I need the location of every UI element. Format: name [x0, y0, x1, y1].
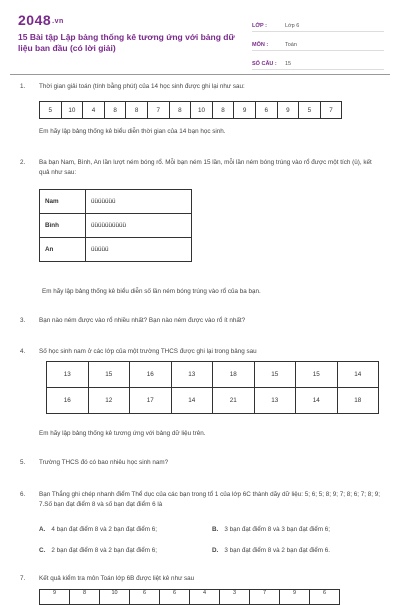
q7-data-table	[39, 589, 340, 605]
question-3	[20, 316, 382, 326]
table-cell: 15	[296, 362, 338, 388]
question-text: Trường THCS đó có bao nhiêu học sinh nam?	[39, 459, 169, 466]
table-row	[40, 190, 192, 214]
table-cell: 14	[337, 362, 379, 388]
meta-value: 15	[285, 61, 292, 67]
question-7	[20, 574, 382, 584]
table-cell: 6	[130, 590, 160, 605]
header-divider	[10, 74, 390, 75]
table-cell: 6	[160, 590, 190, 605]
question-number: 7.	[20, 575, 26, 582]
question-text: Bạn Thắng ghi chép nhanh điểm Thể dục của các bạn trong tổ 1 của lớp 6C thành dãy dữ liệu: 5; 6; 5; 8; 9; 7; 8; 6; 7; 8; 9; 7.Số bạn đạt điểm 8 và số bạn đạt điểm 6 là	[39, 491, 381, 508]
table-cell: 8	[70, 590, 100, 605]
option-letter: B.	[212, 526, 219, 533]
q2-results-table	[39, 189, 192, 262]
table-cell: 16	[47, 388, 89, 414]
option-b[interactable]	[212, 526, 330, 533]
table-cell: 3	[220, 590, 250, 605]
option-text: 3 bạn đạt điểm 8 và 2 bạn đạt điểm 6.	[224, 547, 331, 554]
question-text: Kết quả kiểm tra môn Toán lớp 6B được liệt kê như sau	[39, 575, 195, 582]
meta-value: Lớp 6	[285, 23, 300, 29]
table-cell: 7	[147, 102, 169, 119]
meta-key: LỚP :	[252, 23, 267, 29]
table-cell: 17	[130, 388, 172, 414]
meta-value: Toán	[285, 42, 297, 48]
table-cell: 16	[130, 362, 172, 388]
table-cell: 8	[212, 102, 234, 119]
table-row	[40, 590, 340, 605]
meta-row-class	[252, 14, 384, 32]
table-row	[40, 238, 192, 262]
question-text: Thời gian giải toán (tính bằng phút) của 14 học sinh được ghi lại như sau:	[39, 83, 245, 90]
table-cell: 10	[191, 102, 213, 119]
question-text: Bạn nào ném được vào rổ nhiều nhất? Bạn nào ném được vào rổ ít nhất?	[39, 317, 246, 324]
table-cell: 4	[83, 102, 105, 119]
meta-panel	[252, 14, 384, 71]
question-text: Ba bạn Nam, Bình, An lần lượt ném bóng rổ. Mỗi bạn ném 15 lần, mỗi lần ném bóng trúng vào rổ được một tích (ü), kết quả như sau:	[39, 159, 372, 176]
table-cell: üüüüüüüüüü	[86, 214, 192, 238]
table-cell: 9	[277, 102, 299, 119]
table-cell: 21	[213, 388, 255, 414]
table-cell: 12	[88, 388, 130, 414]
table-row	[40, 214, 192, 238]
table-cell: 18	[337, 388, 379, 414]
page-header	[0, 0, 400, 68]
question-text: Số học sinh nam ở các lớp của một trường THCS được ghi lại trong bảng sau	[39, 348, 257, 355]
question-5	[20, 458, 382, 468]
option-letter: D.	[212, 547, 219, 554]
table-cell: 13	[254, 388, 296, 414]
table-cell: 15	[254, 362, 296, 388]
table-cell: 4	[190, 590, 220, 605]
q4-data-table	[46, 361, 379, 414]
question-number: 5.	[20, 459, 26, 466]
table-cell: An	[40, 238, 86, 262]
table-cell: 13	[47, 362, 89, 388]
table-cell: Nam	[40, 190, 86, 214]
table-cell: Bình	[40, 214, 86, 238]
option-text: 4 bạn đạt điểm 8 và 2 bạn đạt điểm 6;	[51, 526, 158, 533]
table-cell: 6	[255, 102, 277, 119]
table-cell: üüüüüüü	[86, 190, 192, 214]
table-row	[47, 362, 379, 388]
option-a[interactable]	[39, 526, 157, 533]
table-cell: 18	[213, 362, 255, 388]
table-cell: 13	[171, 362, 213, 388]
table-cell: 9	[234, 102, 256, 119]
table-cell: 14	[296, 388, 338, 414]
q1-instruction: Em hãy lập bảng thống kê biểu diễn thời gian của 14 bạn học sinh.	[39, 128, 226, 135]
question-6	[20, 490, 382, 510]
logo-suffix: .vn	[52, 17, 64, 25]
table-cell: 8	[169, 102, 191, 119]
question-number: 4.	[20, 348, 26, 355]
question-number: 2.	[20, 159, 26, 166]
document-title: 15 Bài tập Lập bảng thống kê tương ứng với bảng dữ liệu ban đầu (có lời giải)	[18, 32, 235, 53]
table-cell: 14	[171, 388, 213, 414]
table-cell: 6	[310, 590, 340, 605]
question-number: 1.	[20, 83, 26, 90]
option-d[interactable]	[212, 547, 330, 554]
question-4	[20, 347, 382, 357]
option-text: 2 bạn đạt điểm 8 và 2 bạn đạt điểm 6;	[51, 547, 158, 554]
option-letter: A.	[39, 526, 46, 533]
table-row	[47, 388, 379, 414]
table-cell: 10	[61, 102, 83, 119]
q2-instruction: Em hãy lập bảng thống kê biểu diễn số lần ném bóng trúng vào rổ của ba bạn.	[42, 288, 261, 295]
meta-key: SỐ CÂU :	[252, 61, 277, 67]
q4-instruction: Em hãy lập bảng thống kê tương ứng với bảng dữ liệu trên.	[39, 430, 206, 437]
question-number: 6.	[20, 491, 26, 498]
table-cell: 7	[320, 102, 342, 119]
table-cell: 10	[100, 590, 130, 605]
question-2	[20, 158, 382, 178]
table-cell: üüüüü	[86, 238, 192, 262]
option-letter: C.	[39, 547, 46, 554]
table-cell: 8	[104, 102, 126, 119]
meta-row-count	[252, 52, 384, 70]
table-cell: 15	[88, 362, 130, 388]
question-number: 3.	[20, 317, 26, 324]
question-1	[20, 82, 382, 92]
q1-data-table	[39, 101, 342, 119]
table-cell: 5	[40, 102, 62, 119]
meta-key: MÔN :	[252, 42, 269, 48]
site-logo[interactable]	[18, 12, 64, 28]
logo-text: 2048	[18, 12, 52, 28]
table-cell: 7	[250, 590, 280, 605]
table-cell: 9	[280, 590, 310, 605]
table-cell: 8	[126, 102, 148, 119]
table-cell: 5	[299, 102, 321, 119]
option-c[interactable]	[39, 547, 157, 554]
table-cell: 9	[40, 590, 70, 605]
meta-row-subject	[252, 33, 384, 51]
option-text: 3 bạn đạt điểm 8 và 3 bạn đạt điểm 6;	[224, 526, 331, 533]
